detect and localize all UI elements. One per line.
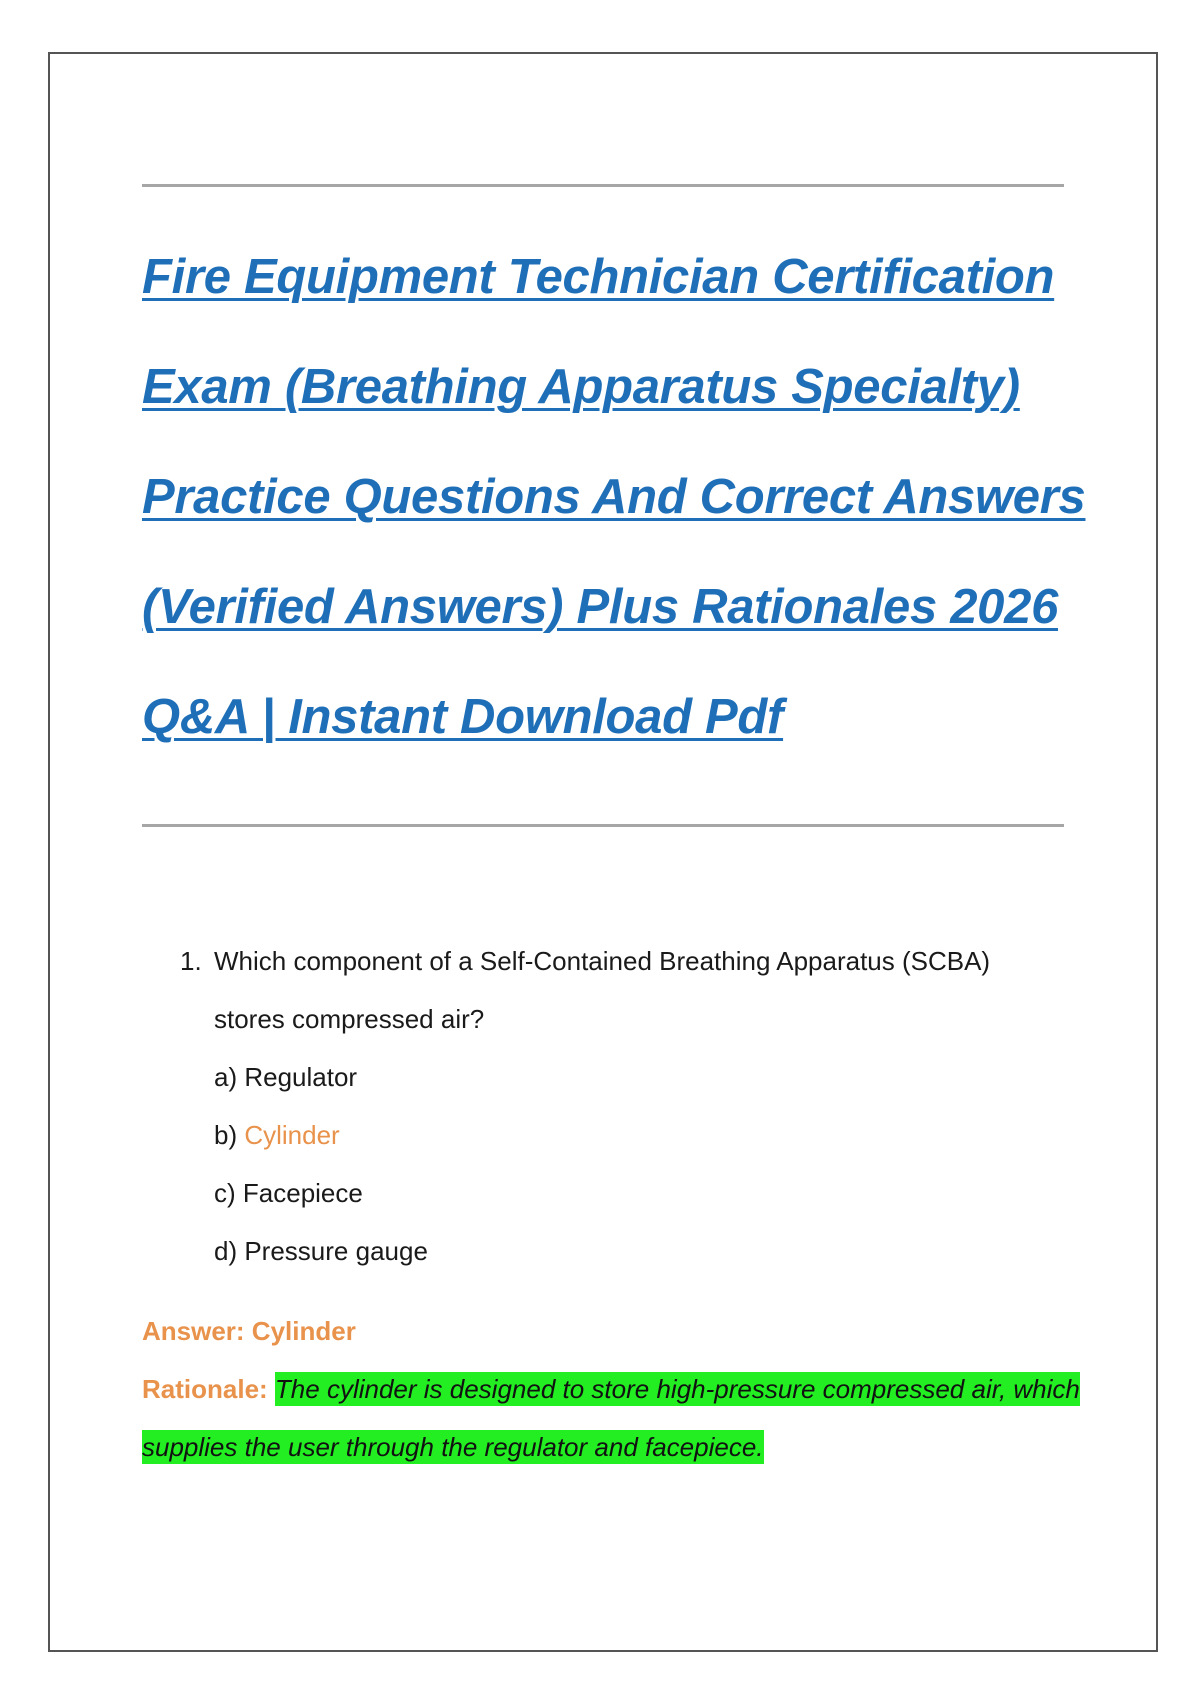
question-text-line-1: Which component of a Self-Contained Breathing Apparatus (SCBA) — [214, 946, 991, 976]
document-title[interactable] — [142, 222, 1102, 772]
answer-line: Answer: Cylinder — [142, 1316, 356, 1346]
option-b-prefix: b) — [214, 1120, 245, 1150]
top-divider — [142, 184, 1064, 187]
question-body — [214, 932, 1080, 1280]
title-line-4: (Verified Answers) Plus Rationales 2026 — [142, 580, 1059, 634]
option-c-text: Facepiece — [242, 1178, 363, 1208]
question-block — [180, 932, 1080, 1280]
option-a — [214, 1048, 1080, 1106]
rationale-block — [142, 1360, 1092, 1476]
option-a-text: Regulator — [244, 1062, 358, 1092]
title-line-2: Exam (Breathing Apparatus Specialty) — [142, 360, 1020, 414]
title-line-1: Fire Equipment Technician Certification — [142, 250, 1055, 304]
option-d-text: Pressure gauge — [244, 1236, 428, 1266]
option-d — [214, 1222, 1080, 1280]
option-c — [214, 1164, 1080, 1222]
option-a-prefix: a) — [214, 1062, 245, 1092]
document-page — [48, 52, 1158, 1652]
option-c-prefix: c) — [214, 1178, 243, 1208]
bottom-divider — [142, 824, 1064, 827]
question-text-line-2: stores compressed air? — [214, 1004, 485, 1034]
rationale-text: The cylinder is designed to store high-pressure compressed air, which supplies the user through the regulator and facepiece. — [142, 1374, 1080, 1462]
question-number: 1. — [180, 946, 202, 976]
rationale-label: Rationale: — [142, 1374, 275, 1404]
title-line-3: Practice Questions And Correct Answers — [142, 470, 1086, 524]
option-d-prefix: d) — [214, 1236, 245, 1266]
option-b — [214, 1106, 1080, 1164]
title-line-5: Q&A | Instant Download Pdf — [142, 690, 784, 744]
option-b-text: Cylinder — [244, 1120, 340, 1150]
